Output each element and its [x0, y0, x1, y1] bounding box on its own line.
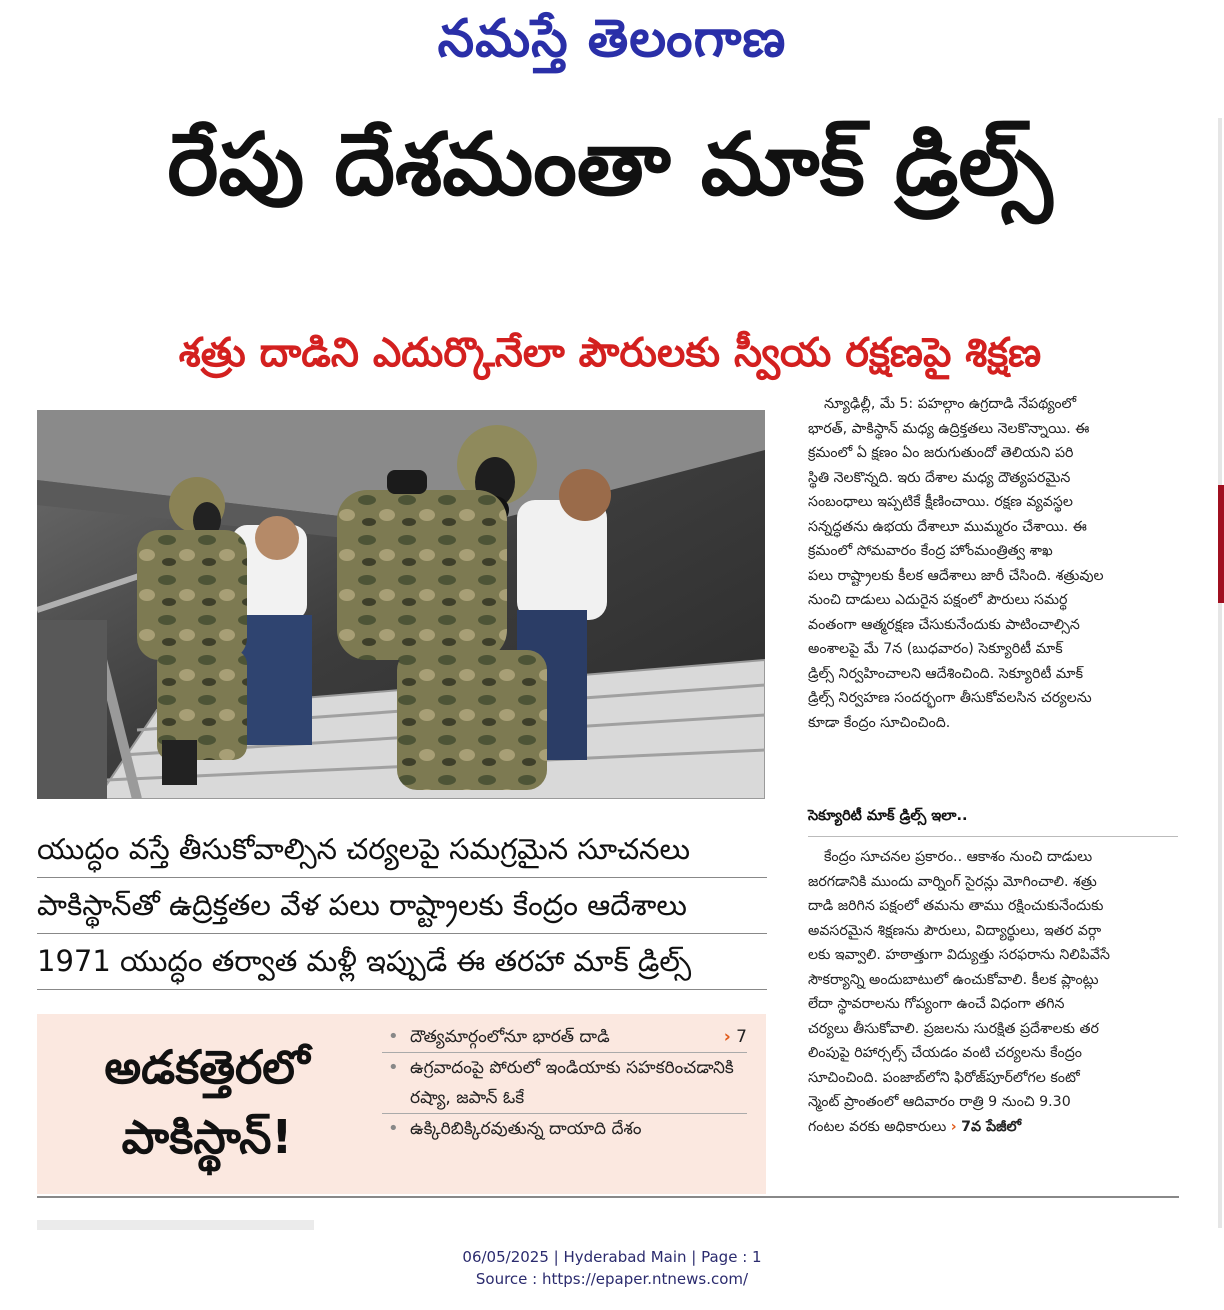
page-edge-marker: [1218, 485, 1224, 603]
article-line: లేదా స్థావరాలను గోప్యంగా ఉంచే విధంగా తగిన: [808, 996, 1065, 1012]
box-item-text: ఉక్కిరిబిక్కిరవుతున్న దాయాది దేశం: [410, 1119, 642, 1139]
box-item-text: దౌత్యమార్గంలోనూ భారత్ దాడి: [410, 1027, 610, 1047]
article-line: అంశాలపై మే 7న (బుధవారం) సెక్యూరిటీ మాక్: [808, 641, 1063, 657]
article-line: స్థితి నెలకొన్నది. ఇరు దేశాల మధ్య దౌత్యపరమైన: [808, 469, 1071, 486]
box-item[interactable]: [382, 1114, 747, 1144]
article-line: డ్రిల్స్ నిర్వహించాలని ఆదేశించింది. సెక్యూరిటీ మాక్: [808, 665, 1084, 682]
article-line: సూచించింది. పంజాబ్‌లోని ఫిరోజ్‌పూర్‌లోగల కంటో: [808, 1069, 1080, 1086]
bottom-divider: [37, 1196, 1179, 1198]
article-line: సంబంధాలు ఇప్పటికే క్షీణించాయి. రక్షణ వ్యవస్థల: [808, 494, 1073, 510]
key-point: పాకిస్థాన్‌తో ఉద్రిక్తతల వేళ పలు రాష్ట్రాలకు కేంద్రం ఆదేశాలు: [37, 878, 767, 934]
article-line: చర్యలు తీసుకోవాలి. ప్రజలను సురక్షిత ప్రదేశాలకు తర: [808, 1020, 1099, 1037]
article-line: న్మెంట్ ప్రాంతంలో ఆదివారం రాత్రి 9 నుంచి 9.30: [808, 1094, 1071, 1110]
chevron-right-icon: ›: [723, 1027, 731, 1047]
key-points: [37, 822, 767, 990]
news-photo-illustration: [37, 410, 765, 799]
bullet-icon: •: [388, 1057, 399, 1078]
box-title-line1: అడకత్తెరలో: [104, 1040, 310, 1094]
article-line: దాడి జరిగిన పక్షంలో తమను తాము రక్షించుకునేందుకు: [808, 898, 1104, 914]
article-line: సౌకర్యాన్ని అందుబాటులో ఉంచుకోవాలి. కీలక ప్లాంట్లు: [808, 971, 1099, 988]
article-last-line-text: గంటల వరకు అధికారులు: [808, 1118, 947, 1135]
box-item-text: ఉగ్రవాదంపై పోరులో ఇండియాకు సహకరించడానికి రష్యా, జపాన్ ఓకే: [410, 1058, 734, 1108]
section-divider: [808, 836, 1178, 837]
article-line: పలు రాష్ట్రాలకు కీలక ఆదేశాలు జారీ చేసింది. శత్రువుల: [808, 567, 1104, 584]
article-line: డ్రిల్స్ నిర్వహణ సందర్భంగా తీసుకోవలసిన చర్యలను: [808, 690, 1092, 706]
article-line: నుంచి దాడులు ఎదురైన పక్షంలో పౌరులు సమర్థ: [808, 592, 1068, 608]
article-line: న్యూఢిల్లీ, మే 5: పహల్గాం ఉగ్రదాడి నేపథ్యంలో: [824, 396, 1077, 412]
article-line: అవసరమైన శిక్షణను పౌరులు, విద్యార్థులు, ఇతర వర్గా: [808, 922, 1102, 939]
article-line: సన్నద్ధతను ఉభయ దేశాలూ ముమ్మరం చేశాయి. ఈ: [808, 518, 1087, 535]
article-line: క్రమంలో సోమవారం కేంద్ర హోంమంత్రిత్వ శాఖ: [808, 543, 1053, 559]
related-news-box: [37, 1014, 766, 1194]
article-body-intro: [808, 392, 1178, 735]
page-ref: [724, 1022, 747, 1052]
article-line: క్రమంలో ఏ క్షణం ఏం జరుగుతుందో తెలియని పరి: [808, 445, 1074, 461]
section-title: సెక్యూరిటీ మాక్ డ్రిల్స్ ఇలా..: [808, 808, 968, 824]
box-item[interactable]: [382, 1022, 747, 1053]
article-body-section: [808, 845, 1178, 1139]
main-headline: రేపు దేశమంతా మాక్ డ్రిల్స్: [167, 115, 1053, 215]
sub-headline: శత్రు దాడిని ఎదుర్కొనేలా పౌరులకు స్వీయ రక్షణపై శిక్షణ: [178, 330, 1042, 376]
page-edge: [1218, 118, 1222, 1228]
footer-source[interactable]: Source : https://epaper.ntnews.com/: [475, 1270, 749, 1288]
masthead-logo: నమస్తే తెలంగాణ: [437, 8, 787, 69]
bullet-icon: •: [388, 1118, 399, 1139]
article-line: వంతంగా ఆత్మరక్షణ చేసుకునేందుకు పాటించాల్సిన: [808, 616, 1080, 633]
next-article-edge: [37, 1220, 314, 1230]
article-line: జరగడానికి ముందు వార్నింగ్ సైరన్లు మోగించాలి. శత్రు: [808, 873, 1097, 890]
key-point: 1971 యుద్ధం తర్వాత మళ్లీ ఇప్పుడే ఈ తరహా మాక్ డ్రిల్స్: [37, 934, 767, 990]
page-ref-number: 7: [736, 1027, 747, 1047]
bullet-icon: •: [388, 1026, 399, 1047]
key-point: యుద్ధం వస్తే తీసుకోవాల్సిన చర్యలపై సమగ్రమైన సూచనలు: [37, 822, 767, 878]
continue-link[interactable]: 7వ పేజీలో: [961, 1118, 1022, 1135]
article-line: కూడా కేంద్రం సూచించింది.: [808, 714, 951, 731]
box-title-line2: పాకిస్థాన్!: [121, 1110, 293, 1164]
article-line: కేంద్రం సూచనల ప్రకారం.. ఆకాశం నుంచి దాడులు: [824, 849, 1093, 865]
footer-date-edition: 06/05/2025 | Hyderabad Main | Page : 1: [462, 1248, 762, 1266]
article-line: భారత్, పాకిస్థాన్ మధ్య ఉద్రిక్తతలు నెలకొన్నాయి. ఈ: [808, 420, 1090, 437]
box-title: [47, 1032, 367, 1172]
article-line: లింపుపై రిహార్సల్స్ చేయడం వంటి చర్యలను కేంద్రం: [808, 1045, 1082, 1061]
box-list: [382, 1022, 747, 1144]
article-last-line: [808, 1115, 1178, 1140]
continue-arrow-icon: ›: [950, 1118, 957, 1135]
article-line: లకు ఇవ్వాలి. హఠాత్తుగా విద్యుత్తు సరఫరాను నిలిపివేసే: [808, 947, 1110, 963]
box-item[interactable]: [382, 1053, 747, 1114]
news-photo: [37, 410, 765, 799]
